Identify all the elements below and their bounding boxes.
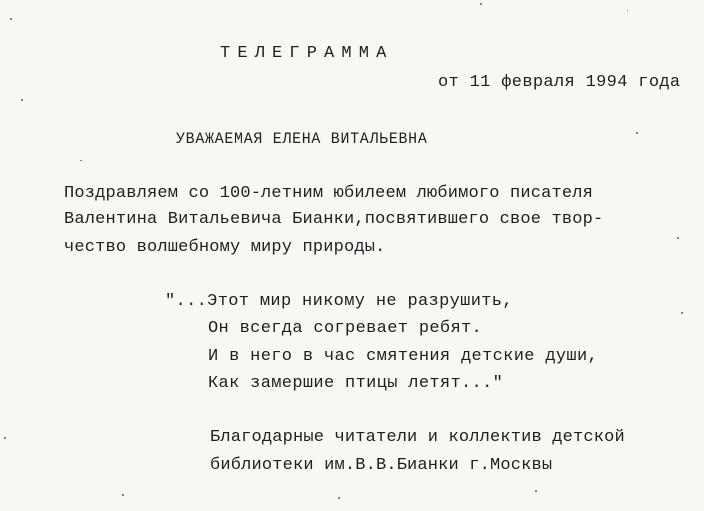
signature-line-2: библиотеки им.В.В.Бианки г.Москвы [210, 456, 553, 475]
paper-speck [80, 160, 82, 161]
paper-speck [627, 10, 628, 11]
paper-speck [21, 99, 23, 101]
paper-speck [535, 490, 537, 492]
body-line-3: чество волшебному миру природы. [64, 238, 386, 257]
paper-speck [636, 132, 638, 134]
paper-speck [681, 312, 683, 314]
salutation: УВАЖАЕМАЯ ЕЛЕНА ВИТАЛЬЕВНА [176, 130, 428, 148]
body-line-2: Валентина Витальевича Бианки,посвятившего свое твор- [64, 210, 604, 229]
paper-speck [480, 3, 482, 5]
paper-speck [4, 437, 6, 439]
paper-speck [677, 237, 679, 239]
paper-speck [10, 18, 12, 20]
body-line-1: Поздравляем со 100-летним юбилеем любимого писателя [64, 184, 593, 203]
paper-speck [338, 497, 340, 499]
telegram-title: ТЕЛЕГРАММА [220, 44, 394, 63]
poem-line-1: "...Этот мир никому не разрушить, [165, 292, 513, 311]
signature-line-1: Благодарные читатели и коллектив детской [210, 428, 625, 447]
poem-line-2: Он всегда согревает ребят. [208, 319, 483, 338]
poem-line-4: Как замершие птицы летят..." [208, 374, 504, 393]
poem-line-3: И в него в час смятения детские души, [208, 347, 599, 366]
paper-speck [122, 494, 124, 496]
telegram-date: от 11 февраля 1994 года [438, 73, 681, 92]
